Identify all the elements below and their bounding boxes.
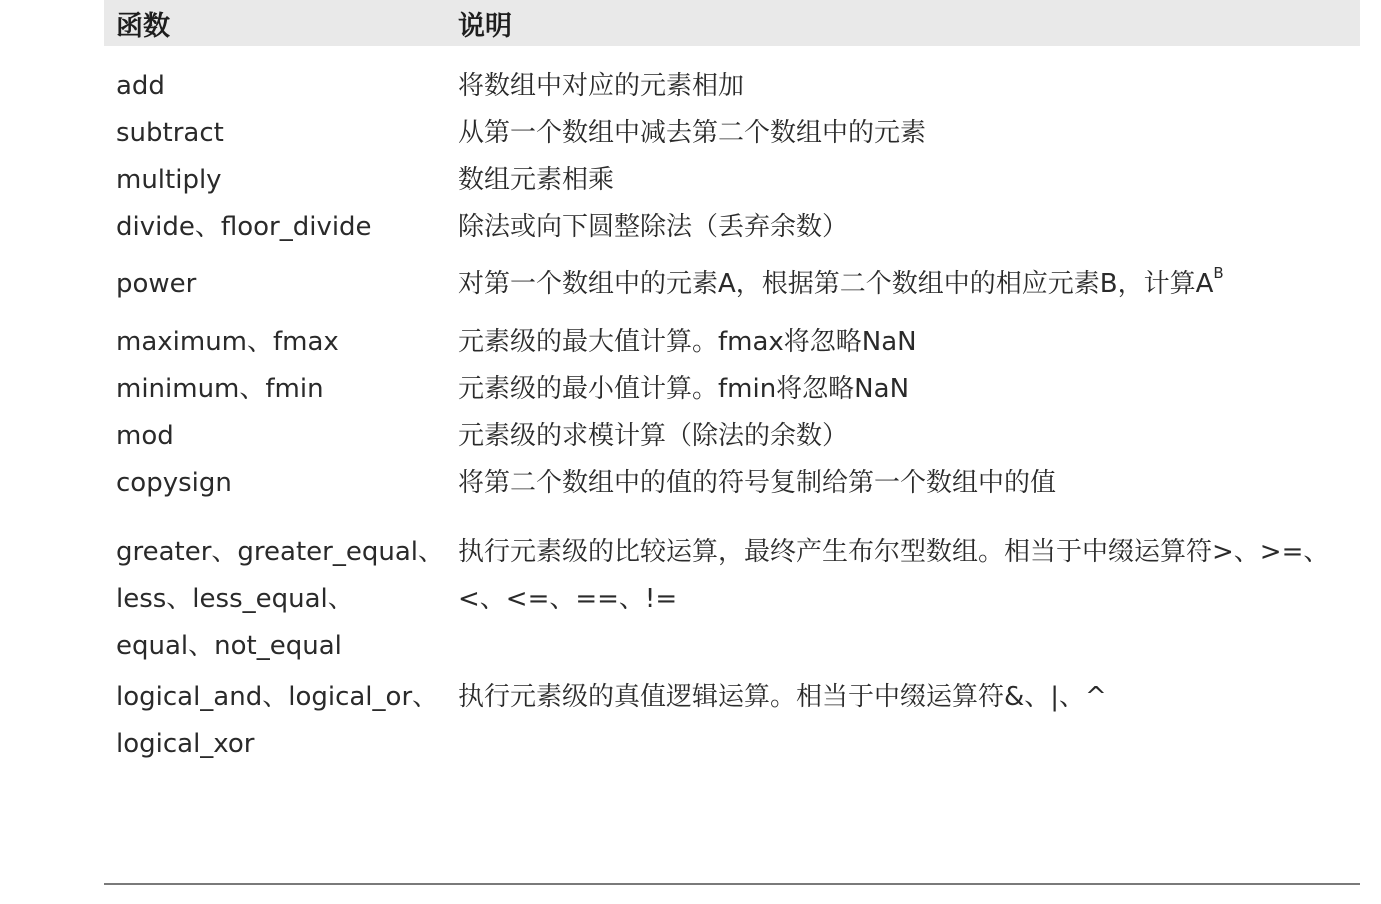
header-row [104,0,1360,46]
function-description: 从第一个数组中减去第二个数组中的元素 [458,118,927,148]
function-description: 将第二个数组中的值的符号复制给第一个数组中的值 [458,468,1057,498]
header-function: 函数 [116,10,170,42]
function-description: 数组元素相乘 [458,165,615,195]
function-name: power [116,269,197,299]
function-name: greater、greater_equal、less、less_equal、equal、not_equal [116,537,444,661]
function-description [446,251,1360,308]
function-name: maximum、fmax [116,327,339,357]
table-row [104,413,1360,460]
function-description: 元素级的求模计算（除法的余数） [458,421,849,451]
function-description: 除法或向下圆整除法（丢弃余数） [458,212,849,242]
table-row [104,46,1360,110]
table-row [104,157,1360,204]
function-table [104,0,1360,771]
header-description: 说明 [458,10,512,42]
function-description: 执行元素级的比较运算，最终产生布尔型数组。相当于中缀运算符>、>=、<、<=、==、!= [458,537,1330,614]
function-description: 元素级的最小值计算。fmin将忽略NaN [458,374,910,404]
numpy-binary-ufunc-table [104,0,1360,771]
table-row [104,308,1360,366]
function-name: divide、floor_divide [116,212,372,242]
table-row [104,460,1360,507]
table-bottom-rule [104,883,1360,885]
table-row [104,366,1360,413]
table-row [104,251,1360,308]
power-exponent: B [1213,264,1224,283]
function-name: logical_and、logical_or、logical_xor [116,682,439,759]
table-row [104,204,1360,251]
function-name: minimum、fmin [116,374,324,404]
function-description: 将数组中对应的元素相加 [458,71,745,101]
power-description-text: 对第一个数组中的元素A，根据第二个数组中的相应元素B，计算A [458,269,1214,299]
function-name: add [116,71,165,101]
table-header [104,0,1360,46]
function-name: multiply [116,165,222,195]
function-name: mod [116,421,174,451]
table-row [104,507,1360,670]
table-row [104,670,1360,771]
function-description: 元素级的最大值计算。fmax将忽略NaN [458,327,917,357]
function-name: subtract [116,118,224,148]
function-description: 执行元素级的真值逻辑运算。相当于中缀运算符&、|、^ [458,682,1107,712]
function-name: copysign [116,468,232,498]
table-row [104,110,1360,157]
